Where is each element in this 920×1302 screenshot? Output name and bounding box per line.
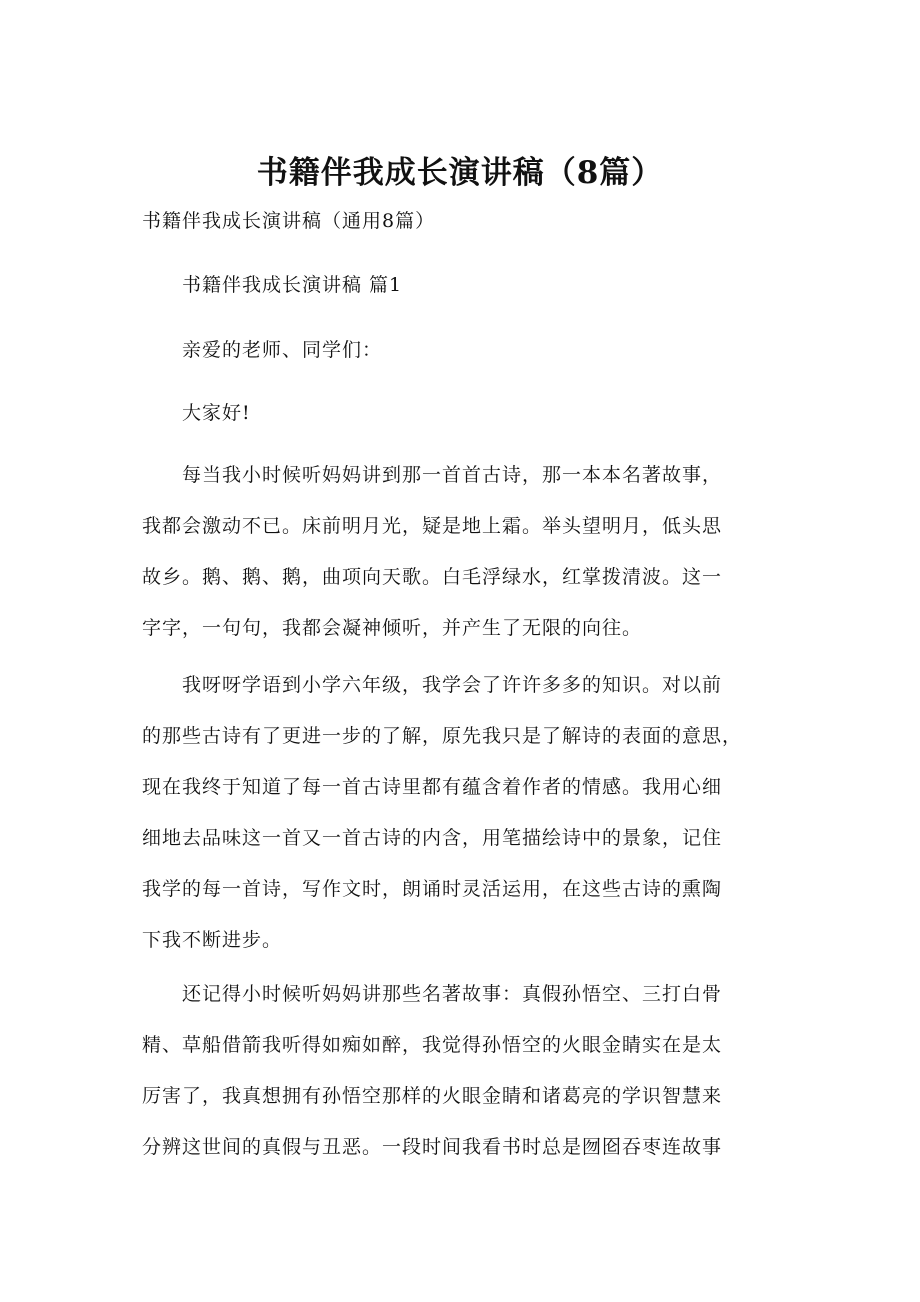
greeting: 大家好! xyxy=(182,402,251,424)
paragraph-line: 现在我终于知道了每一首古诗里都有蕴含着作者的情感。我用心细 xyxy=(142,776,723,798)
paragraph-line: 故乡。鹅、鹅、鹅，曲项向天歌。白毛浮绿水，红掌拨清波。这一 xyxy=(142,566,723,588)
paragraph-line: 下我不断进步。 xyxy=(142,929,283,951)
paragraph-line: 的那些古诗有了更进一步的了解，原先我只是了解诗的表面的意思， xyxy=(142,725,743,747)
paragraph-line: 我都会激动不已。床前明月光，疑是地上霜。举头望明月，低头思 xyxy=(142,515,723,537)
paragraph-line: 我呀呀学语到小学六年级，我学会了许许多多的知识。对以前 xyxy=(182,674,723,696)
greeting-block xyxy=(142,396,792,447)
paragraph-2 xyxy=(142,668,792,974)
document-title: 书籍伴我成长演讲稿（8篇） xyxy=(256,155,664,191)
salutation-block xyxy=(142,333,792,384)
paragraph-line: 字字，一句句，我都会凝神倾听，并产生了无限的向往。 xyxy=(142,617,643,639)
paragraph-line: 我学的每一首诗，写作文时，朗诵时灵活运用，在这些古诗的熏陶 xyxy=(142,878,723,900)
document-subtitle: 书籍伴我成长演讲稿（通用8篇） xyxy=(142,210,436,232)
salutation: 亲爱的老师、同学们： xyxy=(182,339,383,361)
paragraph-line: 精、草船借箭我听得如痴如醉，我觉得孙悟空的火眼金睛实在是太 xyxy=(142,1034,723,1056)
paragraph-line: 厉害了，我真想拥有孙悟空那样的火眼金睛和诸葛亮的学识智慧来 xyxy=(142,1085,723,1107)
section-heading: 书籍伴我成长演讲稿 篇1 xyxy=(182,274,403,296)
paragraph-line: 每当我小时候听妈妈讲到那一首首古诗，那一本本名著故事， xyxy=(182,464,723,486)
section-heading-block xyxy=(142,268,792,319)
paragraph-line: 细地去品味这一首又一首古诗的内含，用笔描绘诗中的景象，记住 xyxy=(142,827,723,849)
paragraph-1 xyxy=(142,458,792,662)
paragraph-3 xyxy=(142,977,792,1181)
paragraph-line: 分辨这世间的真假与丑恶。一段时间我看书时总是囫囵吞枣连故事 xyxy=(142,1136,723,1158)
paragraph-line: 还记得小时候听妈妈讲那些名著故事：真假孙悟空、三打白骨 xyxy=(182,983,723,1005)
